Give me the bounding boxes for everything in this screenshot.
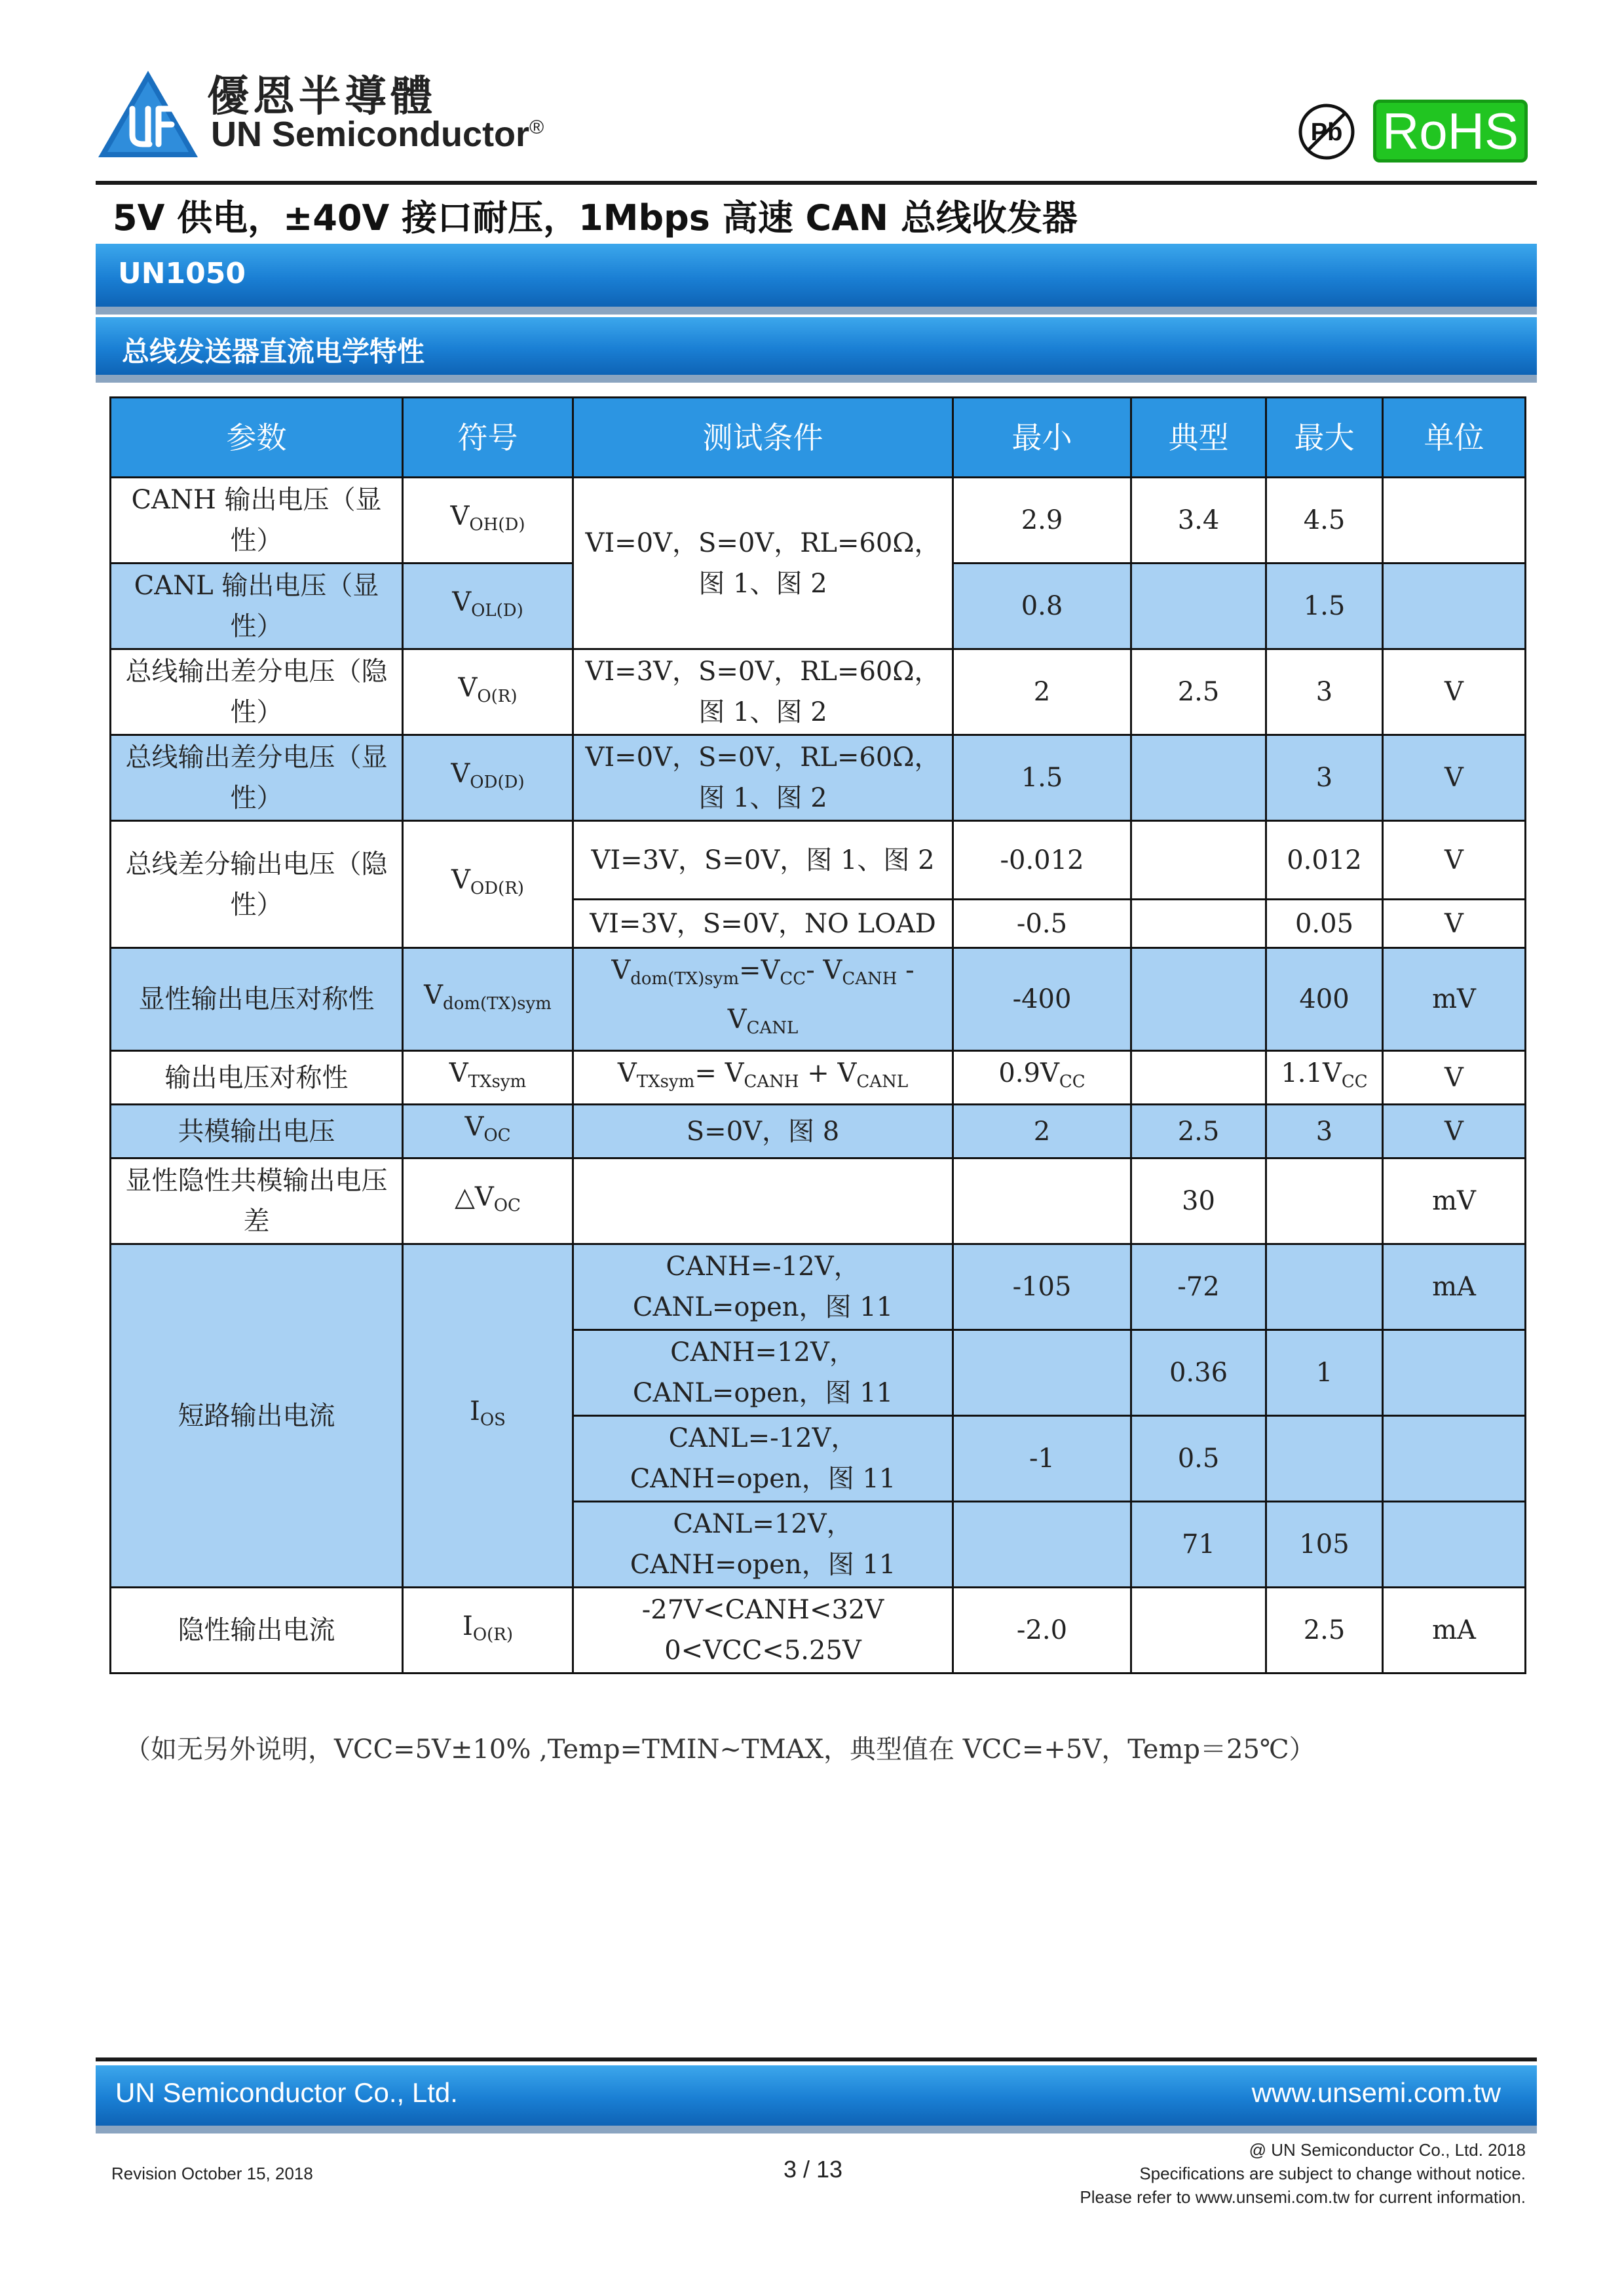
max-cell: 2.5 [1266, 1588, 1383, 1674]
table-row [111, 1588, 1526, 1674]
table-row [111, 948, 1526, 1051]
table-row [111, 735, 1526, 821]
unit-cell: V [1383, 821, 1526, 900]
min-cell: -1 [953, 1416, 1131, 1502]
typ-cell [1131, 1588, 1266, 1674]
col-header-param: 参数 [111, 398, 403, 478]
symbol-cell: $I_{OS}$ [403, 1244, 573, 1588]
table-row [111, 478, 1526, 564]
condition-cell [573, 1158, 953, 1244]
symbol-cell: $V_{TXsym}$ [403, 1051, 573, 1105]
typ-cell: 0.36 [1131, 1330, 1266, 1416]
footer-rule [96, 2057, 1537, 2061]
condition-cell: VI=0V，S=0V，RL=60Ω，图 1、图 2 [573, 478, 953, 649]
min-cell: -0.012 [953, 821, 1131, 900]
min-cell: 2 [953, 649, 1131, 735]
footer-url-link[interactable]: www.unsemi.com.tw [1251, 2077, 1501, 2108]
param-cell: 总线差分输出电压（隐性） [111, 821, 403, 948]
param-cell: 输出电压对称性 [111, 1051, 403, 1105]
table-row [111, 1051, 1526, 1105]
condition-cell: VI=0V，S=0V，RL=60Ω，图 1、图 2 [573, 735, 953, 821]
max-cell: $1.1V_{CC}$ [1266, 1051, 1383, 1105]
unit-cell: V [1383, 1105, 1526, 1158]
typ-cell [1131, 948, 1266, 1051]
col-header-unit: 单位 [1383, 398, 1526, 478]
symbol-cell: $V_{O(R)}$ [403, 649, 573, 735]
max-cell: 0.05 [1266, 900, 1383, 948]
max-cell: 3 [1266, 649, 1383, 735]
min-cell [953, 1158, 1131, 1244]
unit-cell [1383, 478, 1526, 564]
max-cell: 4.5 [1266, 478, 1383, 564]
typ-cell [1131, 1051, 1266, 1105]
col-header-symbol: 符号 [403, 398, 573, 478]
min-cell: -2.0 [953, 1588, 1131, 1674]
symbol-cell: $I_{O(R)}$ [403, 1588, 573, 1674]
table-row [111, 821, 1526, 900]
min-cell [953, 1502, 1131, 1588]
condition-cell: S=0V，图 8 [573, 1105, 953, 1158]
param-cell: 显性隐性共模输出电压差 [111, 1158, 403, 1244]
typ-cell [1131, 821, 1266, 900]
param-cell: CANL 输出电压（显性） [111, 564, 403, 649]
condition-cell: VI=3V，S=0V，RL=60Ω，图 1、图 2 [573, 649, 953, 735]
svg-text:Pb: Pb [1310, 119, 1343, 146]
min-cell: 2 [953, 1105, 1131, 1158]
typ-cell: -72 [1131, 1244, 1266, 1330]
unit-cell: V [1383, 649, 1526, 735]
col-header-typ: 典型 [1131, 398, 1266, 478]
min-cell: -0.5 [953, 900, 1131, 948]
param-cell: 隐性输出电流 [111, 1588, 403, 1674]
max-cell: 3 [1266, 735, 1383, 821]
param-cell: 共模输出电压 [111, 1105, 403, 1158]
col-header-condition: 测试条件 [573, 398, 953, 478]
table-row [111, 1105, 1526, 1158]
unit-cell: mV [1383, 1158, 1526, 1244]
condition-cell: CANH=12V，CANL=open，图 11 [573, 1330, 953, 1416]
footer-company: UN Semiconductor Co., Ltd. [115, 2077, 458, 2108]
table-row [111, 1244, 1526, 1330]
page-header [96, 63, 1537, 181]
lead-free-icon [1297, 102, 1356, 161]
max-cell: 400 [1266, 948, 1383, 1051]
change-notice: Specifications are subject to change without notice. [1139, 2164, 1526, 2183]
max-cell: 105 [1266, 1502, 1383, 1588]
header-rule [96, 181, 1537, 185]
max-cell: 3 [1266, 1105, 1383, 1158]
typ-cell [1131, 564, 1266, 649]
param-cell: 总线输出差分电压（隐性） [111, 649, 403, 735]
conditions-note: （如无另外说明，VCC=5V±10% ,Temp=TMIN~TMAX，典型值在 VCC=+5V，Temp＝25℃） [124, 1734, 1315, 1765]
max-cell: 0.012 [1266, 821, 1383, 900]
condition-cell: CANH=-12V，CANL=open，图 11 [573, 1244, 953, 1330]
table-header-row [111, 398, 1526, 478]
max-cell [1266, 1416, 1383, 1502]
condition-cell: $V_{dom(TX)sym}=V_{CC}-$ $V_{CANH}$ - $V_{CANL}$ [573, 948, 953, 1051]
max-cell [1266, 1158, 1383, 1244]
company-name-en: UN Semiconductor® [211, 115, 544, 154]
table-row [111, 1158, 1526, 1244]
typ-cell: 30 [1131, 1158, 1266, 1244]
condition-cell: VI=3V，S=0V，NO LOAD [573, 900, 953, 948]
unit-cell: V [1383, 735, 1526, 821]
symbol-cell: $V_{OD(D)}$ [403, 735, 573, 821]
col-header-max: 最大 [1266, 398, 1383, 478]
company-name-cn: 優恩半導體 [207, 72, 436, 121]
copyright: @ UN Semiconductor Co., Ltd. 2018 [1249, 2140, 1526, 2160]
unit-cell [1383, 1330, 1526, 1416]
unit-cell: V [1383, 1051, 1526, 1105]
company-logo-icon [96, 68, 200, 160]
unit-cell: mA [1383, 1244, 1526, 1330]
symbol-cell: $V_{OL(D)}$ [403, 564, 573, 649]
typ-cell [1131, 735, 1266, 821]
condition-cell: VI=3V，S=0V，图 1、图 2 [573, 821, 953, 900]
section-title-bar: 总线发送器直流电学特性 [96, 317, 1537, 375]
min-cell: 0.8 [953, 564, 1131, 649]
min-cell: $0.9V_{CC}$ [953, 1051, 1131, 1105]
document-title: 5V 供电，±40V 接口耐压，1Mbps 高速 CAN 总线收发器 [113, 197, 1078, 239]
param-cell: 短路输出电流 [111, 1244, 403, 1588]
min-cell: 2.9 [953, 478, 1131, 564]
unit-cell: mA [1383, 1588, 1526, 1674]
max-cell: 1.5 [1266, 564, 1383, 649]
condition-cell: CANL=-12V，CANH=open，图 11 [573, 1416, 953, 1502]
page-number: 3 / 13 [784, 2156, 843, 2183]
symbol-cell: $V_{dom(TX)sym}$ [403, 948, 573, 1051]
unit-cell [1383, 1416, 1526, 1502]
part-number-bar: UN1050 [96, 244, 1537, 307]
unit-cell [1383, 1502, 1526, 1588]
param-cell: 显性输出电压对称性 [111, 948, 403, 1051]
symbol-cell: $V_{OD(R)}$ [403, 821, 573, 948]
min-cell: -400 [953, 948, 1131, 1051]
part-bar-shadow [96, 307, 1537, 315]
unit-cell: V [1383, 900, 1526, 948]
typ-cell: 0.5 [1131, 1416, 1266, 1502]
typ-cell: 2.5 [1131, 1105, 1266, 1158]
typ-cell: 2.5 [1131, 649, 1266, 735]
param-cell: 总线输出差分电压（显性） [111, 735, 403, 821]
max-cell [1266, 1244, 1383, 1330]
rohs-badge: RoHS [1373, 100, 1528, 163]
symbol-cell: $V_{OC}$ [403, 1105, 573, 1158]
min-cell: 1.5 [953, 735, 1131, 821]
condition-cell: CANL=12V，CANH=open，图 11 [573, 1502, 953, 1588]
col-header-min: 最小 [953, 398, 1131, 478]
typ-cell: 3.4 [1131, 478, 1266, 564]
min-cell [953, 1330, 1131, 1416]
spec-table [109, 396, 1526, 1674]
section-bar-shadow [96, 375, 1537, 383]
typ-cell [1131, 900, 1266, 948]
param-cell: CANH 输出电压（显性） [111, 478, 403, 564]
revision-date: Revision October 15, 2018 [111, 2164, 313, 2183]
refer-notice: Please refer to www.unsemi.com.tw for current information. [1080, 2187, 1526, 2207]
min-cell: -105 [953, 1244, 1131, 1330]
unit-cell [1383, 564, 1526, 649]
condition-cell: $V_{TXsym}= V_{CANH} + V_{CANL}$ [573, 1051, 953, 1105]
symbol-cell: $V_{OH(D)}$ [403, 478, 573, 564]
typ-cell: 71 [1131, 1502, 1266, 1588]
unit-cell: mV [1383, 948, 1526, 1051]
table-row [111, 649, 1526, 735]
condition-cell: -27V<CANH<32V 0<VCC<5.25V [573, 1588, 953, 1674]
max-cell: 1 [1266, 1330, 1383, 1416]
symbol-cell: $\triangle V_{OC}$ [403, 1158, 573, 1244]
footer-bar-shadow [96, 2126, 1537, 2133]
